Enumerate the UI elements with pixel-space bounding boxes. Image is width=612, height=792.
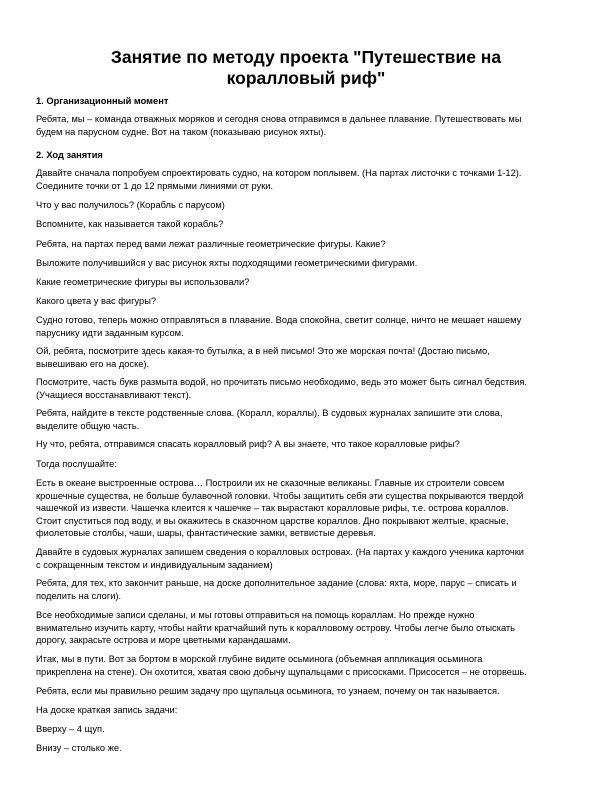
paragraph: Ой, ребята, посмотрите здесь какая-то бутылка, а в ней письмо! Это же морская почта! (Достаю письмо, вывешиваю его на доске).: [36, 346, 490, 369]
paragraph: Какие геометрические фигуры вы использовали?: [36, 277, 250, 287]
paragraph: Ребята, на партах перед вами лежат различные геометрические фигуры. Какие?: [36, 239, 386, 249]
paragraph: Вверху – 4 щуп.: [36, 724, 105, 734]
paragraph: Ребята, если мы правильно решим задачу про щупальца осьминога, то узнаем, почему он так называется.: [36, 686, 500, 696]
paragraph: Вспомните, как называется такой корабль?: [36, 219, 224, 229]
section-heading-lesson: 2. Ход занятия: [36, 150, 103, 160]
paragraph: Давайте сначала попробуем спроектировать судно, на котором поплывем. (На партах листочки с точками 1-12). Соедините точки от 1 до 12 прямыми линиями от руки.: [36, 168, 522, 191]
paragraph: Ребята, для тех, кто закончит раньше, на доске дополнительное задание (слова: яхта, море, парус – списать и поделить на слоги).: [36, 578, 517, 601]
paragraph: Судно готово, теперь можно отправляться в плавание. Вода спокойна, светит солнце, ничто не мешает нашему паруснику идти заданным курсом.: [36, 315, 522, 338]
paragraph: Есть в океане выстроенные острова… Построили их не сказочные великаны. Главные их строители совсем крошечные существа, не больше булавочной головки. Чтобы защитить себя эти существа покрываются твердой чашечкой из извести. Чашечка клеится к чашечке – так вырастают коралловые рифы, т.е. острова кораллов. Стоит спуститься под воду, и вы окажитесь в сказочном царстве кораллов. Дно покрывают желтые, красные, фиолетовые столбы, чаши, шары, фантастические замки, ветвистые деревья.: [36, 478, 524, 538]
paragraph: Все необходимые записи сделаны, и мы готовы отправиться на помощь кораллам. Но прежде нужно внимательно изучить карту, чтобы найти кратчайший путь к коралловому острову. Чтобы легче было отыскать дорогу, закрасьте острова и море цветными карандашами.: [36, 610, 516, 645]
paragraph: Внизу – столько же.: [36, 743, 122, 753]
title-line-1: Занятие по методу проекта "Путешествие на: [110, 47, 502, 67]
paragraph: Ну что, ребята, отправимся спасать коралловый риф? А вы знаете, что такое коралловые рифы?: [36, 439, 460, 449]
paragraph: Давайте в судовых журналах запишем сведения о коралловых островах. (На партах у каждого ученика карточки с сокращенным текстом и индивидуальным заданием): [36, 547, 524, 570]
paragraph: Что у вас получилось? (Корабль с парусом): [36, 200, 225, 210]
paragraph: Посмотрите, часть букв размыта водой, но прочитать письмо необходимо, ведь это может быть сигнал бедствия. (Учащиеся восстанавливают текст).: [36, 377, 528, 400]
document-title: [40, 47, 572, 89]
paragraph: На доске краткая запись задачи:: [36, 705, 178, 715]
title-line-2: коралловый риф": [226, 68, 386, 88]
paragraph: Какого цвета у вас фигуры?: [36, 296, 157, 306]
paragraph: Итак, мы в пути. Вот за бортом в морской глубине видите осьминога (объемная аппликация осьминога прикреплена на стене). Он охотится, хватая свою добычу щупальцами с присосками. Присосется – не оторвешь.: [36, 654, 527, 677]
paragraph: Ребята, найдите в тексте родственные слова. (Коралл, кораллы). В судовых журналах запишите эти слова, выделите общую часть.: [36, 408, 503, 431]
paragraph: Выложите получившийся у вас рисунок яхты подходящими геометрическими фигурами.: [36, 258, 418, 268]
paragraph: Ребята, мы – команда отважных моряков и сегодня снова отправимся в дальнее плавание. Путешествовать мы будем на парусном судне. Вот на таком (показываю рисунок яхты).: [36, 114, 522, 137]
section-heading-organization: 1. Организационный момент: [36, 96, 169, 106]
paragraph: Тогда послушайте:: [36, 459, 117, 469]
